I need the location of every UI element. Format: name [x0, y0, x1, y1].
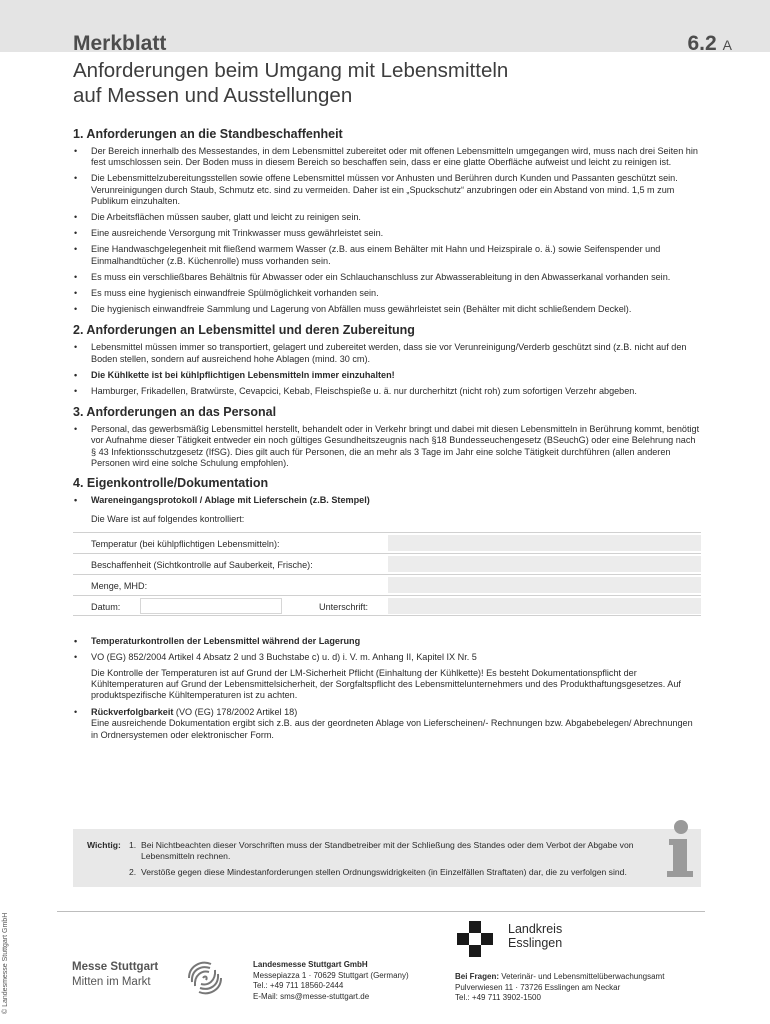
- messe-address: [253, 960, 409, 1002]
- landkreis-logo-icon: [457, 921, 493, 957]
- condition-field[interactable]: [388, 556, 701, 572]
- list-item: • Es muss ein verschließbares Behältnis für Abwasser oder ein Schlauchanschluss zur Abwasserableitung in den Abwasserkanal vorhanden sein.: [73, 272, 701, 283]
- subtitle-line-1: Anforderungen beim Umgang mit Lebensmitteln: [73, 59, 509, 82]
- warning-box: [73, 829, 701, 887]
- document-title: Merkblatt: [73, 32, 167, 55]
- list-item: • Personal, das gewerbsmäßig Lebensmittel herstellt, behandelt oder in Verkehr bringt und dabei mit diesen Lebensmitteln in Berührung kommt, benötigt vor Aufnahme dieser Tätigkeit entweder ein noch gültiges Gesundheitszeugnis nach §18 Bundesseuchengesetz (BSeuchG) oder eine Belehrung nach § 43 Infektionsschutzgesetz (IfSG). Dies gilt auch für Personen, die an mehr als 3 Tage im Jahr eine solche Tätigkeit durchführen (allen anderen Personen wird eine solche Schulung empfohlen).: [73, 424, 701, 469]
- warning-item-1: [129, 840, 649, 862]
- document-version: A: [722, 37, 732, 53]
- list-item: • Die Kühlkette ist bei kühlpflichtigen Lebensmitteln immer einzuhalten!: [73, 370, 701, 381]
- section-4-list-traceability: [73, 707, 701, 741]
- landkreis-name: [508, 922, 562, 950]
- list-item: • Temperaturkontrollen der Lebensmittel während der Lagerung: [73, 636, 701, 647]
- section-1-list: [73, 146, 701, 315]
- section-4-list: [73, 495, 701, 506]
- warning-item-number: 1.: [129, 840, 137, 850]
- subtitle-line-2: auf Messen und Ausstellungen: [73, 84, 353, 107]
- list-item: • Lebensmittel müssen immer so transportiert, gelagert und zubereitet werden, dass sie vor Verunreinigung/Verderb geschützt sind (z.B. nicht auf den Boden stellen, sondern auf ausreichend hohe Ablagen (mind. 30 cm).: [73, 342, 701, 364]
- landkreis-contact: [455, 972, 664, 1004]
- questions-text: Veterinär- und Lebensmittelüberwachungsamt: [499, 972, 665, 981]
- list-item: • Eine Handwaschgelegenheit mit fließend warmem Wasser (z.B. aus einem Behälter mit Hahn und Heizspirale o. ä.) sowie Seifenspender und Einmalhandtücher (z.B. Küchenrolle) muss vorhanden sein.: [73, 244, 701, 266]
- quantity-label: Menge, MHD:: [91, 581, 148, 592]
- form-row-temperature: [73, 532, 701, 553]
- document-number: [687, 32, 732, 56]
- list-item: • Die Lebensmittelzubereitungsstellen sowie offene Lebensmittel müssen vor Anhusten und Berühren durch Kunden und Passanten geschützt sein. Verunreinigungen durch Staub, Schmutz etc. sind zu vermeiden. Daher ist ein „Spuckschutz“ anzubringen oder ein Abstand von mind. 1,5 m zum Publikum einzuhalten.: [73, 173, 701, 207]
- messe-slogan: Mitten im Markt: [72, 976, 151, 988]
- quantity-field[interactable]: [388, 577, 701, 593]
- messe-stuttgart-logo-icon: [183, 956, 227, 1000]
- warning-item-text: Verstöße gegen diese Mindestanforderungen stellen Ordnungswidrigkeiten (in Einzelfällen Straftaten) dar, die zu verfolgen sind.: [141, 867, 627, 877]
- list-item: • Wareneingangsprotokoll / Ablage mit Lieferschein (z.B. Stempel): [73, 495, 701, 506]
- form-row-date-signature: [73, 595, 701, 616]
- list-item: • VO (EG) 852/2004 Artikel 4 Absatz 2 und 3 Buchstabe c) u. d) i. V. m. Anhang II, Kapitel IX Nr. 5: [73, 652, 701, 663]
- landkreis-address: Pulverwiesen 11 · 73726 Esslingen am Neckar: [455, 982, 621, 992]
- warning-item-number: 2.: [129, 867, 137, 877]
- section-4-list-continued: [73, 636, 701, 663]
- landkreis-name-line-2: Esslingen: [508, 936, 563, 950]
- temperature-label: Temperatur (bei kühlpflichtigen Lebensmitteln):: [91, 539, 280, 550]
- messe-street: Messepiazza 1 · 70629 Stuttgart (Germany): [253, 970, 409, 980]
- list-item: • Die Arbeitsflächen müssen sauber, glatt und leicht zu reinigen sein.: [73, 212, 701, 223]
- section-3-heading: 3. Anforderungen an das Personal: [73, 405, 277, 420]
- form-row-quantity: [73, 574, 701, 595]
- messe-phone: Tel.: +49 711 18560-2444: [253, 981, 344, 991]
- traceability-title: Rückverfolgbarkeit: [91, 707, 174, 718]
- messe-email: E-Mail: sms@messe-stuttgart.de: [253, 991, 370, 1001]
- temperature-control-text: Die Kontrolle der Temperaturen ist auf Grund der LM-Sicherheit Pflicht (Einhaltung der Kühlkette)! Es besteht Dokumentationspflicht der Kühltemperaturen auf Grund der Lebensmittelsicherheit, der Sorgfaltspflicht des Lebensmittelunternehmers und des Produkthaftungsgesetzes. Auf produktspezifische Kühltemperaturen ist zu achten.: [91, 667, 681, 701]
- list-item: • Es muss eine hygienisch einwandfreie Spülmöglichkeit vorhanden sein.: [73, 288, 701, 299]
- traceability-reference: (VO (EG) 178/2002 Artikel 18): [173, 707, 298, 718]
- landkreis-name-line-1: Landkreis: [508, 922, 563, 936]
- warning-items: [129, 840, 649, 883]
- landkreis-phone: Tel.: +49 711 3902-1500: [455, 993, 541, 1003]
- document-subtitle: [73, 58, 713, 108]
- messe-name: Messe Stuttgart: [72, 961, 159, 973]
- document-number-value: 6.2: [687, 32, 717, 55]
- copyright-notice: © Landesmesse Stuttgart GmbH: [2, 912, 9, 1014]
- warning-label: Wichtig:: [87, 840, 121, 850]
- section-2-heading: 2. Anforderungen an Lebensmittel und deren Zubereitung: [73, 323, 415, 338]
- list-item: [73, 707, 701, 741]
- info-icon: [663, 819, 699, 883]
- warning-item-2: [129, 867, 649, 878]
- main-content: [73, 127, 701, 746]
- date-field[interactable]: [140, 598, 282, 614]
- footer-divider: [57, 911, 705, 912]
- list-item: • Eine ausreichende Versorgung mit Trinkwasser muss gewährleistet sein.: [73, 228, 701, 239]
- signature-label: Unterschrift:: [319, 602, 369, 613]
- list-item: • Hamburger, Frikadellen, Bratwürste, Cevapcici, Kebab, Fleischspieße u. ä. nur durcherhitzt (nicht roh) zum sofortigen Verzehr abgeben.: [73, 386, 701, 397]
- traceability-text: Eine ausreichende Dokumentation ergibt sich z.B. aus der geordneten Ablage von Lieferscheinen/- Rechnungen bzw. Abgabebelegen/ Abrechnungen in Ordnersystemen oder elektronischer Form.: [91, 718, 693, 740]
- temperature-field[interactable]: [388, 535, 701, 551]
- condition-label: Beschaffenheit (Sichtkontrolle auf Sauberkeit, Frische):: [91, 560, 313, 571]
- section-2-list: [73, 342, 701, 397]
- list-item: • Der Bereich innerhalb des Messestandes, in dem Lebensmittel zubereitet oder mit offenen Lebensmitteln umgegangen wird, muss nach drei Seiten hin fest umschlossen sein. Der Boden muss in diesem Bereich so beschaffen sein, dass er eine glatte Oberfläche aufweist und leicht zu reinigen ist.: [73, 146, 701, 168]
- form-intro: Die Ware ist auf folgendes kontrolliert:: [91, 514, 245, 525]
- form-row-condition: [73, 553, 701, 574]
- warning-item-text: Bei Nichtbeachten dieser Vorschriften muss der Standbetreiber mit der Schließung des Standes oder dem Verbot der Abgabe von Lebensmitteln rechnen.: [141, 840, 634, 861]
- section-3-list: [73, 424, 701, 469]
- signature-field[interactable]: [388, 598, 701, 614]
- questions-label: Bei Fragen:: [455, 972, 500, 981]
- section-1-heading: 1. Anforderungen an die Standbeschaffenheit: [73, 127, 343, 141]
- section-4-heading: 4. Eigenkontrolle/Dokumentation: [73, 476, 269, 491]
- list-item: • Die hygienisch einwandfreie Sammlung und Lagerung von Abfällen muss gewährleistet sein (Behälter mit dicht schließendem Deckel).: [73, 304, 701, 315]
- contact-line: [455, 972, 664, 983]
- messe-company: Landesmesse Stuttgart GmbH: [253, 960, 368, 969]
- date-label: Datum:: [91, 602, 121, 613]
